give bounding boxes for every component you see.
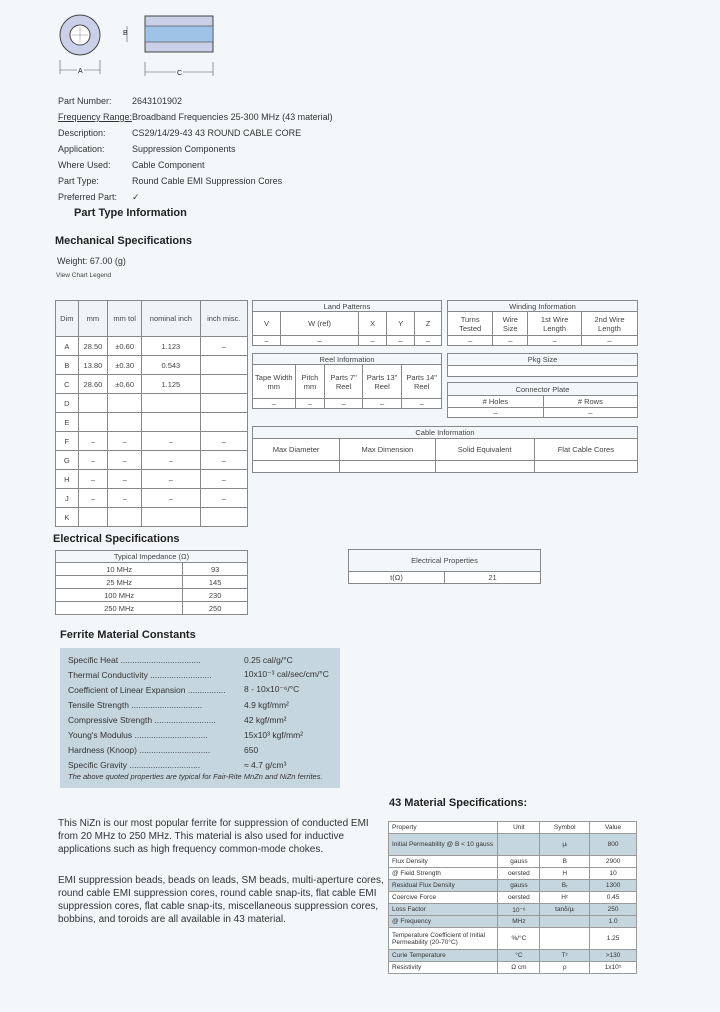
material43-table [388,821,637,974]
ferrite-heading: Ferrite Material Constants [60,629,196,641]
ferrite-constant-name: Hardness (Knoop) .............................. [68,744,211,755]
dimension-cell: – [108,470,142,489]
cable-info-header: Solid Equivalent [435,439,534,461]
reel-value: – [362,399,402,409]
material43-cell: oersted [498,892,540,904]
reel-table [252,353,442,409]
land-patterns-header: V [253,312,281,336]
material43-cell: tanδ/μᵢ [540,904,590,916]
ferrite-constant-row [68,742,332,757]
ferrite-constant-row [68,757,332,772]
electrical-properties-table [348,549,541,584]
material43-cell: B [540,856,590,868]
material43-cell: 10 [590,868,637,880]
part-info-label: Description: [58,128,106,138]
material43-cell: Residual Flux Density [389,880,498,892]
part-type-heading: Part Type Information [74,207,187,219]
material43-cell: 1300 [590,880,637,892]
material43-row [389,904,637,916]
dimension-cell: C [56,375,79,394]
dimension-cell [108,394,142,413]
part-info-value: Round Cable EMI Suppression Cores [132,176,283,186]
dimension-cell [108,413,142,432]
impedance-value: 93 [183,563,248,576]
dimension-cell: B [56,356,79,375]
material43-cell [540,916,590,928]
material43-cell: MHz [498,916,540,928]
material43-header: Unit [498,822,540,834]
land-patterns-header: Y [387,312,415,336]
ferrite-constant-value: 15x10³ kgf/mm² [244,729,304,740]
reel-title: Reel Information [253,354,442,365]
part-info-value: Cable Component [132,160,205,170]
material43-cell: °C [498,950,540,962]
part-info-row [58,176,282,186]
dimension-cell [200,394,248,413]
dimension-cell [78,394,107,413]
reel-header: Pitch mm [295,365,325,399]
ferrite-constants-box [60,648,340,788]
land-patterns-value: – [281,336,359,346]
material43-cell: Resistivity [389,962,498,974]
winding-title: Winding Information [448,301,638,312]
dimension-cell: – [200,470,248,489]
cable-info-title: Cable Information [253,427,638,439]
material43-cell: μᵢ [540,834,590,856]
dimension-row [56,394,248,413]
dimension-cell: A [56,337,79,356]
ferrite-note: The above quoted properties are typical for Fair-Rite MnZn and NiZn ferrites. [68,772,323,781]
impedance-row [56,563,248,576]
part-info-label[interactable]: Frequency Range: [58,112,133,122]
dimension-row [56,413,248,432]
reel-value: – [402,399,442,409]
dimension-cell: – [78,489,107,508]
material43-cell: Flux Density [389,856,498,868]
dimension-cell: ±0.30 [108,356,142,375]
dimension-header: mm tol [108,301,142,337]
material43-cell: @ Field Strength [389,868,498,880]
part-info-row [58,160,205,170]
ferrite-constant-value: 10x10⁻³ cal/sec/cm/°C [244,669,329,679]
dimension-cell [142,508,200,527]
land-patterns-header: Z [415,312,442,336]
reel-value: – [253,399,296,409]
material43-row [389,856,637,868]
material43-cell: Ω cm [498,962,540,974]
land-patterns-value: – [253,336,281,346]
dimension-cell [78,508,107,527]
land-patterns-value: – [415,336,442,346]
mechanical-heading: Mechanical Specifications [55,235,192,247]
dimension-header: nominal inch [142,301,200,337]
dimension-cell [200,356,248,375]
part-info-value: Suppression Components [132,144,236,154]
dimension-cell: J [56,489,79,508]
part-info-value: Broadband Frequencies 25-300 MHz (43 material) [132,112,333,122]
part-info-value: CS29/14/29-43 43 ROUND CABLE CORE [132,128,302,138]
dimension-header: inch misc. [200,301,248,337]
dimension-cell [142,413,200,432]
connector-plate-header: # Holes [448,396,544,408]
ferrite-constant-row [68,727,332,742]
material43-cell: Curie Temperature [389,950,498,962]
dimension-row [56,489,248,508]
ferrite-constant-name: Coefficient of Linear Expansion ................ [68,684,226,695]
ferrite-constant-name: Specific Gravity .............................. [68,759,201,770]
material43-row [389,916,637,928]
dimension-cell: – [78,451,107,470]
dim-label-b: B [123,30,128,37]
material43-cell [498,834,540,856]
part-info-row [58,192,140,203]
dimension-cell: – [200,451,248,470]
reel-header: Parts 14" Reel [402,365,442,399]
part-info-row [58,96,182,106]
dimension-cell: – [200,432,248,451]
material43-cell: %/°C [498,928,540,950]
dimension-cell [200,508,248,527]
material43-cell: Bᵣ [540,880,590,892]
dimension-row [56,356,248,375]
material43-cell: 1x10⁵ [590,962,637,974]
winding-header: Wire Size [493,312,528,336]
dimension-cell: – [108,432,142,451]
cable-info-table [252,426,638,473]
core-diagram [55,12,225,82]
connector-plate-table [447,382,638,418]
part-info-value: ✓ [132,192,140,202]
material43-cell: gauss [498,880,540,892]
dimension-cell [200,375,248,394]
land-patterns-value: – [387,336,415,346]
dimension-cell: 13.80 [78,356,107,375]
dimension-header: Dim [56,301,79,337]
material43-row [389,880,637,892]
impedance-frequency: 250 MHz [56,602,183,615]
reel-value: – [295,399,325,409]
pkg-size-table [447,353,638,377]
material43-cell: Tᶜ [540,950,590,962]
winding-header: Turns Tested [448,312,493,336]
connector-plate-header: # Rows [543,396,637,408]
impedance-frequency: 100 MHz [56,589,183,602]
dimension-cell: – [142,451,200,470]
ferrite-constant-row [68,712,332,727]
dimension-cell: – [108,489,142,508]
part-info-label: Part Number: [58,96,112,106]
material43-cell: Loss Factor [389,904,498,916]
dimension-cell: – [78,432,107,451]
ferrite-constant-value: 42 kgf/mm² [244,714,287,725]
dimension-cell: ±0.60 [108,337,142,356]
ferrite-constant-value: ≈ 4.7 g/cm³ [244,759,287,770]
material43-row [389,962,637,974]
cable-info-header: Flat Cable Cores [534,439,637,461]
reel-header: Parts 13" Reel [362,365,402,399]
connector-plate-value: – [448,408,544,418]
impedance-value: 145 [183,576,248,589]
electrical-property-value: 21 [445,572,541,584]
ferrite-constant-name: Young's Modulus ............................... [68,729,208,740]
dimension-cell: G [56,451,79,470]
impedance-title: Typical Impedance (Ω) [56,551,248,563]
ferrite-constant-row [68,697,332,712]
dimension-cell: E [56,413,79,432]
connector-plate-title: Connector Plate [448,383,638,396]
electrical-heading: Electrical Specifications [53,533,180,545]
ferrite-constant-value: 650 [244,744,259,755]
dimension-cell: 28.50 [78,337,107,356]
material43-row [389,892,637,904]
dimension-cell: – [108,451,142,470]
material43-cell: >130 [590,950,637,962]
dimension-cell: H [56,470,79,489]
dimension-cell [200,413,248,432]
material43-cell: Temperature Coefficient of Initial Permeability (20-70°C) [389,928,498,950]
dimension-cell: D [56,394,79,413]
dimension-cell: ±0.60 [108,375,142,394]
material43-cell: 0.45 [590,892,637,904]
impedance-value: 250 [183,602,248,615]
connector-plate-value: – [543,408,637,418]
material43-cell: Hᶜ [540,892,590,904]
ferrite-constant-value: 8 - 10x10⁻⁶/°C [244,684,300,694]
dimension-row [56,375,248,394]
material43-row [389,950,637,962]
material43-header: Value [590,822,637,834]
ferrite-constant-name: Compressive Strength .......................... [68,714,216,725]
land-patterns-value: – [359,336,387,346]
material43-cell: 2900 [590,856,637,868]
dimension-cell: – [142,432,200,451]
material43-header: Symbol [540,822,590,834]
material43-cell: 10⁻⁶ [498,904,540,916]
pkg-size-title: Pkg Size [448,354,638,366]
dimension-cell [78,413,107,432]
dimension-table [55,300,248,527]
part-info-value: 2643101902 [132,96,183,106]
winding-value: – [582,336,638,346]
winding-value: – [448,336,493,346]
dimension-cell: – [142,470,200,489]
material43-cell: 250 [590,904,637,916]
electrical-property-name: t(Ω) [349,572,445,584]
cable-info-header: Max Dimension [340,439,436,461]
material43-row [389,834,637,856]
impedance-frequency: 10 MHz [56,563,183,576]
part-info-label: Part Type: [58,176,99,186]
ferrite-constant-row [68,652,332,667]
dim-label-c: C [177,70,183,77]
winding-table [447,300,638,346]
material43-cell: Coercive Force [389,892,498,904]
material43-cell: 1.25 [590,928,637,950]
dimension-cell: – [200,489,248,508]
dimension-row [56,470,248,489]
impedance-row [56,576,248,589]
material43-cell: H [540,868,590,880]
ferrite-constant-name: Specific Heat .................................. [68,654,201,665]
impedance-table [55,550,248,615]
ferrite-constant-row [68,682,332,697]
impedance-row [56,602,248,615]
chart-legend-link[interactable]: View Chart Legend [56,272,112,279]
dimension-row [56,508,248,527]
material43-heading: 43 Material Specifications: [389,797,528,809]
part-info-label: Where Used: [58,160,111,170]
reel-value: – [325,399,362,409]
part-info-row [58,128,301,138]
land-patterns-header: X [359,312,387,336]
dimension-row [56,451,248,470]
material43-cell [540,928,590,950]
material43-cell: 1.0 [590,916,637,928]
land-patterns-header: W (ref) [281,312,359,336]
ferrite-constant-value: 4.9 kgf/mm² [244,699,289,710]
material-description-1: This NiZn is our most popular ferrite for suppression of conducted EMI from 20 MHz to 250 MHz. This material is also used for inductive applications such as high frequency common-mode chokes. [58,818,369,855]
impedance-value: 230 [183,589,248,602]
dimension-row [56,337,248,356]
dimension-cell: 1.123 [142,337,200,356]
dimension-cell: 28.60 [78,375,107,394]
ferrite-constant-name: Tensile Strength .............................. [68,699,203,710]
part-info-row [58,144,236,154]
dimension-cell: F [56,432,79,451]
winding-value: – [493,336,528,346]
dimension-cell [142,394,200,413]
material43-row [389,928,637,950]
impedance-frequency: 25 MHz [56,576,183,589]
ferrite-constant-name: Thermal Conductivity .......................... [68,669,212,680]
part-info-label: Preferred Part: [58,192,118,202]
dimension-row [56,432,248,451]
dimension-cell: – [78,470,107,489]
material-description-2: EMI suppression beads, beads on leads, SM beads, multi-aperture cores, round cable EMI suppression cores, round cable snap-its, flat cable EMI suppression cores, flat cable snap-its, miscellaneous suppression cores, bobbins, and toroids are all available in 43 material. [58,875,384,925]
material43-row [389,868,637,880]
ferrite-constant-value: 0.25 cal/g/°C [244,654,293,665]
material43-cell: ρ [540,962,590,974]
material43-cell: Initial Permeability @ B < 10 gauss [389,834,498,856]
dimension-cell: 1.125 [142,375,200,394]
material43-header: Property [389,822,498,834]
material43-cell: @ Frequency [389,916,498,928]
cable-info-header: Max Diameter [253,439,340,461]
winding-header: 1st Wire Length [528,312,582,336]
dim-label-a: A [78,68,83,75]
reel-header: Parts 7" Reel [325,365,362,399]
winding-header: 2nd Wire Length [582,312,638,336]
material43-cell: 800 [590,834,637,856]
dimension-cell: K [56,508,79,527]
dimension-cell: – [200,337,248,356]
dimension-cell [108,508,142,527]
dimension-cell: – [142,489,200,508]
material43-cell: gauss [498,856,540,868]
part-info-row [58,112,333,122]
weight-text: Weight: 67.00 (g) [57,256,126,266]
electrical-properties-title: Electrical Properties [349,550,541,572]
land-patterns-title: Land Patterns [253,301,442,312]
dimension-cell: 0.543 [142,356,200,375]
ferrite-constant-row [68,667,332,682]
dimension-header: mm [78,301,107,337]
impedance-row [56,589,248,602]
part-info-label: Application: [58,144,105,154]
winding-value: – [528,336,582,346]
material43-cell: oersted [498,868,540,880]
land-patterns-table [252,300,442,346]
reel-header: Tape Width mm [253,365,296,399]
